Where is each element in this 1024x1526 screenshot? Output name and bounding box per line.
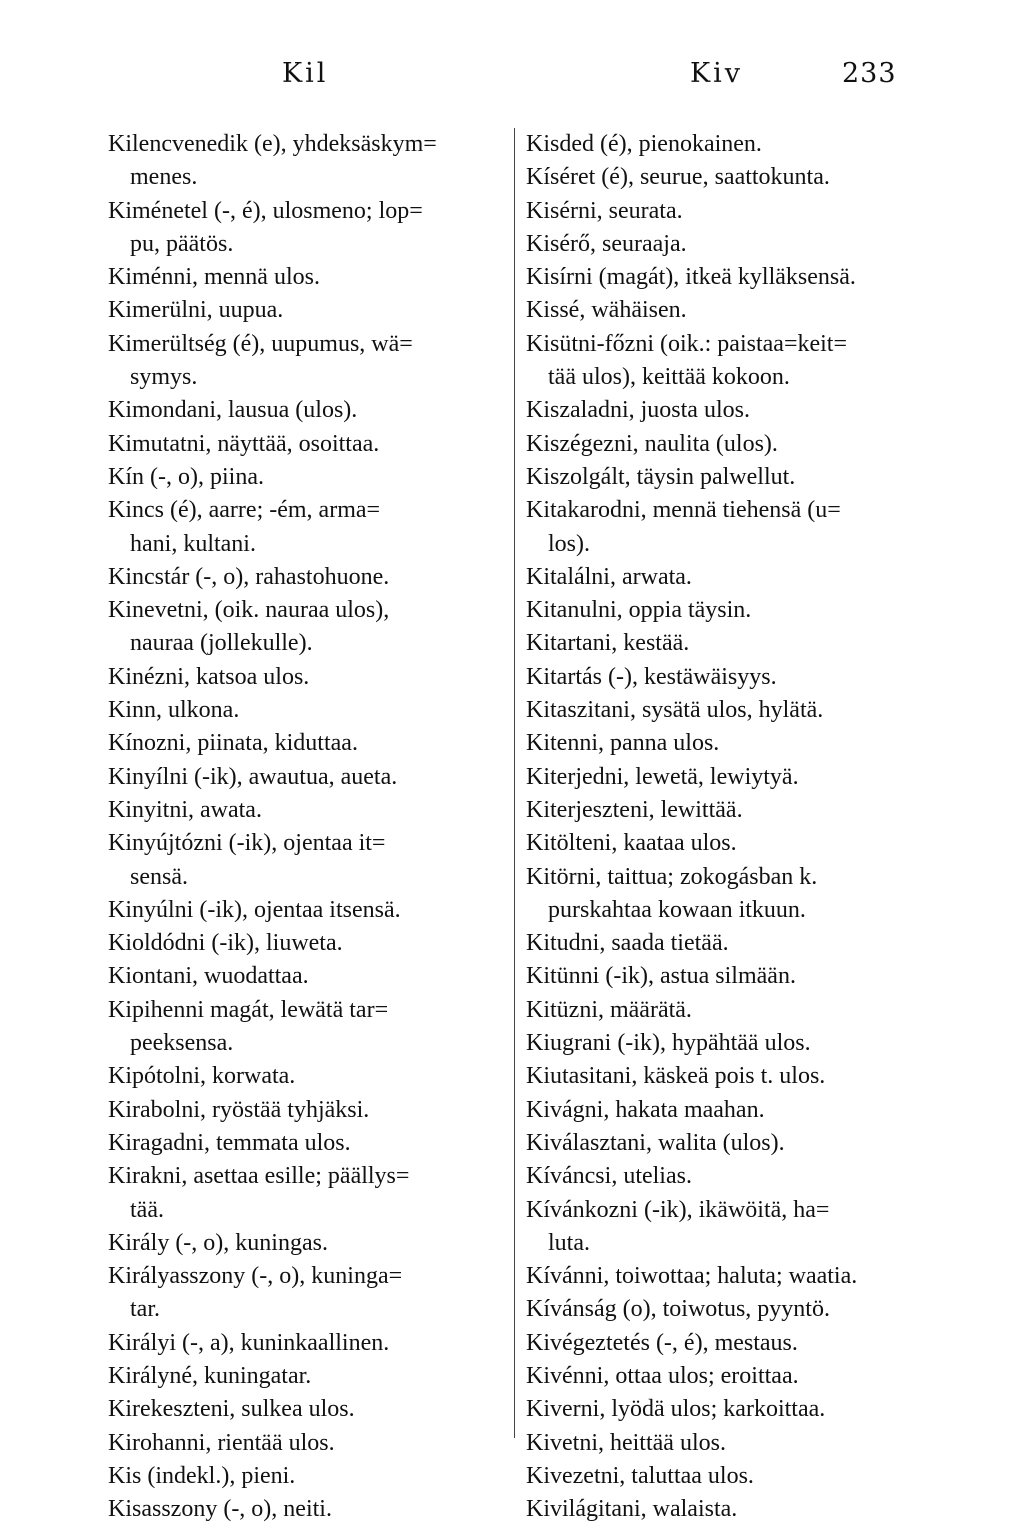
dictionary-entry: Kisírni (magát), itkeä kylläksensä. [526, 264, 856, 291]
dictionary-entry: Kinyújtózni (-ik), ojentaa it= [108, 830, 386, 857]
dictionary-entry-continuation: peeksensa. [130, 1030, 234, 1057]
dictionary-entry: Kiválasztani, walita (ulos). [526, 1129, 785, 1156]
dictionary-entry: Kimerülni, uupua. [108, 297, 284, 324]
dictionary-entry: Kivilágitani, walaista. [526, 1496, 738, 1523]
dictionary-entry: Kívánkozni (-ik), ikäwöitä, ha= [526, 1196, 830, 1223]
dictionary-entry: Kinevetni, (oik. nauraa ulos), [108, 597, 390, 624]
dictionary-entry-continuation: pu, päätös. [130, 230, 234, 257]
dictionary-entry: Kissé, wähäisen. [526, 297, 687, 324]
dictionary-entry: Kisasszony (-, o), neiti. [108, 1496, 332, 1523]
dictionary-entry-continuation: menes. [130, 164, 198, 191]
dictionary-entry: Kivetni, heittää ulos. [526, 1429, 726, 1456]
dictionary-entry: Kitanulni, oppia täysin. [526, 597, 752, 624]
header-guide-word-left: Kil [282, 58, 329, 89]
dictionary-entry-continuation: purskahtaa kowaan itkuun. [548, 896, 806, 923]
dictionary-entry: Kíváncsi, utelias. [526, 1163, 692, 1190]
dictionary-entry: Kitartás (-), kestäwäisyys. [526, 663, 777, 690]
page-number: 233 [842, 58, 897, 89]
dictionary-entry: Kiménetel (-, é), ulosmeno; lop= [108, 197, 423, 224]
dictionary-entry: Királyasszony (-, o), kuninga= [108, 1263, 403, 1290]
dictionary-entry: Királyné, kuningatar. [108, 1362, 312, 1389]
dictionary-entry: Kiménni, mennä ulos. [108, 264, 320, 291]
dictionary-entry: Kirohanni, rientää ulos. [108, 1429, 335, 1456]
dictionary-entry: Kivágni, hakata maahan. [526, 1096, 765, 1123]
dictionary-entry: Kitüzni, määrätä. [526, 996, 692, 1023]
dictionary-entry: Kínozni, piinata, kiduttaa. [108, 730, 358, 757]
dictionary-entry: Kirabolni, ryöstää tyhjäksi. [108, 1096, 370, 1123]
dictionary-entry: Kiontani, wuodattaa. [108, 963, 309, 990]
dictionary-entry: Kitaszitani, sysätä ulos, hylätä. [526, 697, 824, 724]
dictionary-entry: Kirakni, asettaa esille; päällys= [108, 1163, 410, 1190]
dictionary-entry: Kipótolni, korwata. [108, 1063, 296, 1090]
column-divider [514, 128, 515, 1438]
dictionary-entry: Kipihenni magát, lewätä tar= [108, 996, 389, 1023]
dictionary-entry: Kis (indekl.), pieni. [108, 1462, 296, 1489]
dictionary-entry: Kitartani, kestää. [526, 630, 690, 657]
dictionary-entry: Királyi (-, a), kuninkaallinen. [108, 1329, 390, 1356]
dictionary-entry: Király (-, o), kuningas. [108, 1229, 328, 1256]
dictionary-entry-continuation: nauraa (jollekulle). [130, 630, 313, 657]
dictionary-entry: Kimutatni, näyttää, osoittaa. [108, 430, 380, 457]
dictionary-entry: Kinyitni, awata. [108, 796, 262, 823]
dictionary-entry: Kiterjeszteni, lewittää. [526, 796, 743, 823]
dictionary-entry: Kívánni, toiwottaa; haluta; waatia. [526, 1263, 858, 1290]
dictionary-entry: Kiugrani (-ik), hypähtää ulos. [526, 1030, 811, 1057]
dictionary-entry: Kitalálni, arwata. [526, 563, 692, 590]
dictionary-entry: Kiverni, lyödä ulos; karkoittaa. [526, 1396, 826, 1423]
dictionary-entry: Kivezetni, taluttaa ulos. [526, 1462, 754, 1489]
dictionary-entry: Kitölteni, kaataa ulos. [526, 830, 737, 857]
dictionary-entry: Kimondani, lausua (ulos). [108, 397, 358, 424]
dictionary-entry: Kincstár (-, o), rahastohuone. [108, 563, 390, 590]
dictionary-entry: Kitünni (-ik), astua silmään. [526, 963, 796, 990]
dictionary-entry: Kisütni-főzni (oik.: paistaa=keit= [526, 330, 847, 357]
dictionary-entry: Kíséret (é), seurue, saattokunta. [526, 164, 830, 191]
dictionary-entry: Kincs (é), aarre; -ém, arma= [108, 497, 381, 524]
dictionary-entry: Kivégeztetés (-, é), mestaus. [526, 1329, 798, 1356]
dictionary-entry: Kisérni, seurata. [526, 197, 683, 224]
dictionary-entry-continuation: hani, kultani. [130, 530, 256, 557]
dictionary-entry-continuation: sensä. [130, 863, 188, 890]
dictionary-entry: Kivénni, ottaa ulos; eroittaa. [526, 1362, 799, 1389]
dictionary-entry-continuation: tar. [130, 1296, 160, 1323]
dictionary-entry: Kisérő, seuraaja. [526, 230, 687, 257]
dictionary-entry: Kín (-, o), piina. [108, 463, 264, 490]
dictionary-entry: Kinézni, katsoa ulos. [108, 663, 310, 690]
dictionary-entry: Kiragadni, temmata ulos. [108, 1129, 351, 1156]
left-column [108, 128, 508, 1526]
dictionary-entry: Kitakarodni, mennä tiehensä (u= [526, 497, 841, 524]
dictionary-entry: Kinyílni (-ik), awautua, aueta. [108, 763, 398, 790]
header-guide-word-right: Kiv [690, 58, 744, 89]
dictionary-entry: Kívánság (o), toiwotus, pyyntö. [526, 1296, 830, 1323]
dictionary-entry-continuation: los). [548, 530, 590, 557]
dictionary-entry: Kiszégezni, naulita (ulos). [526, 430, 778, 457]
dictionary-entry-continuation: tää. [130, 1196, 164, 1223]
dictionary-entry: Kitudni, saada tietää. [526, 930, 729, 957]
dictionary-entry: Kitenni, panna ulos. [526, 730, 720, 757]
dictionary-entry: Kiszolgált, täysin palwellut. [526, 463, 796, 490]
dictionary-entry: Kinn, ulkona. [108, 697, 240, 724]
dictionary-entry: Kimerültség (é), uupumus, wä= [108, 330, 413, 357]
dictionary-entry: Kioldódni (-ik), liuweta. [108, 930, 343, 957]
dictionary-entry-continuation: tää ulos), keittää kokoon. [548, 364, 790, 391]
dictionary-entry: Kitörni, taittua; zokogásban k. [526, 863, 818, 890]
dictionary-entry-continuation: luta. [548, 1229, 590, 1256]
dictionary-entry: Kinyúlni (-ik), ojentaa itsensä. [108, 896, 401, 923]
dictionary-entry: Kisded (é), pienokainen. [526, 131, 762, 157]
dictionary-entry: Kiszaladni, juosta ulos. [526, 397, 750, 424]
dictionary-entry: Kiterjedni, lewetä, lewiytyä. [526, 763, 799, 790]
dictionary-entry: Kilencvenedik (e), yhdeksäskym= [108, 131, 437, 157]
dictionary-entry: Kiutasitani, käskeä pois t. ulos. [526, 1063, 826, 1090]
right-column [526, 128, 946, 1526]
dictionary-entry-continuation: symys. [130, 364, 198, 391]
dictionary-entry: Kirekeszteni, sulkea ulos. [108, 1396, 355, 1423]
